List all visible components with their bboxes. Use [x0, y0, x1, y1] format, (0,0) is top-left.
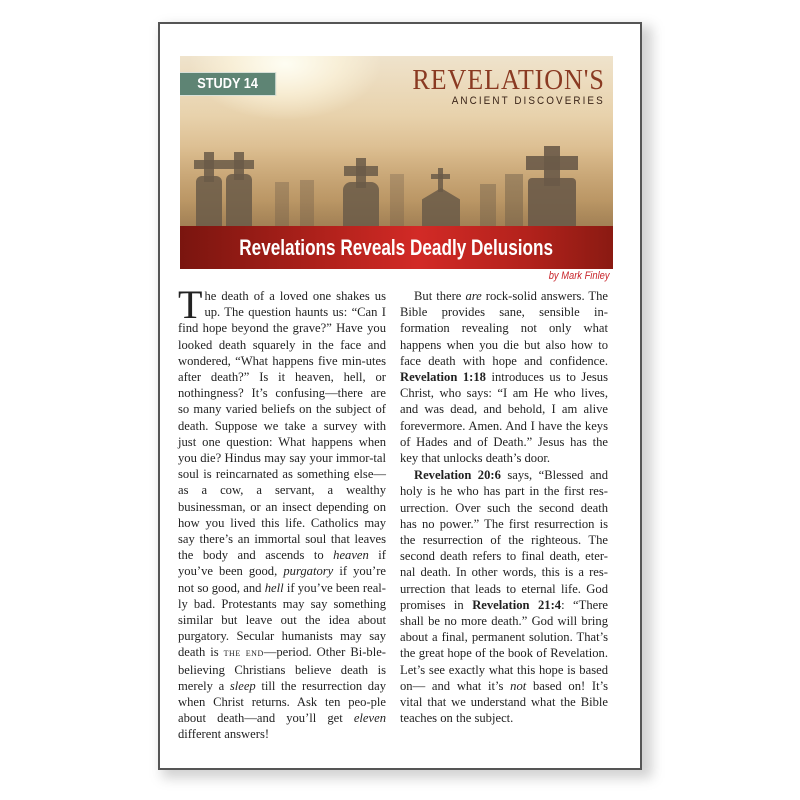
- gravestone-icon: [390, 174, 404, 226]
- emphasis: eleven: [353, 711, 386, 726]
- gravestone-icon: [275, 182, 289, 226]
- text: introduces us to Jesus Christ, who says: “I am He who lives, and was dead, and behold, I am alive forevermore. Amen. And I have the keys of Hades and of Death.” Jesus has the key that unlocks death’s door.: [400, 370, 609, 466]
- small-caps-text: the end: [223, 647, 264, 660]
- document-page: [158, 22, 642, 770]
- text: But there: [414, 289, 466, 303]
- emphasis: purgatory: [283, 564, 334, 579]
- text: if you’re not so good, and: [178, 564, 386, 595]
- text: rock-solid answers. The Bible provides sane, sensible in-formation revealing not only what happens when you die but also how to face death with hope and confidence.: [400, 289, 608, 368]
- emphasis: are: [465, 289, 482, 303]
- drop-cap: T: [178, 282, 203, 327]
- cross-icon: [438, 168, 443, 192]
- gravestone-icon: [226, 174, 252, 226]
- article-column-right: [400, 288, 608, 726]
- paragraph: [400, 467, 608, 726]
- scripture-reference: Revelation 1:18: [400, 370, 486, 385]
- article-column-left: [178, 282, 386, 743]
- study-badge: STUDY 14: [180, 72, 276, 96]
- series-logo: [391, 66, 605, 107]
- cross-icon: [344, 166, 378, 176]
- gravestone-icon: [300, 180, 314, 226]
- cross-icon: [224, 160, 254, 169]
- scripture-reference: Revelation 20:6: [414, 468, 501, 483]
- scripture-reference: Revelation 21:4: [472, 597, 562, 612]
- series-title: REVELATION'S: [412, 64, 605, 96]
- cross-icon: [526, 156, 578, 170]
- article-title: Revelations Reveals Deadly Delusions: [239, 235, 554, 260]
- text: : “There shall be no more death.” God will bring about a final, permanent solution. That’s the great hope of the book of Revelation. Let’s see exactly what this hope is based on— and what it’s: [400, 597, 608, 693]
- text: different answers!: [178, 727, 270, 742]
- emphasis: heaven: [333, 548, 369, 563]
- gravestone-icon: [196, 176, 222, 226]
- byline: by Mark Finley: [549, 270, 610, 282]
- text: says, “Blessed and holy is he who has part in the first res-urrection. Over such the second death has no power.” The first resurrection is the resurrection of the righteous. The second death refers to final death, eter-nal death. In other words, this is a res-urrection that leads to eternal life. God promises in: [400, 468, 609, 612]
- gravestone-icon: [505, 174, 523, 226]
- cemetery-header-image: [180, 56, 613, 226]
- gravestone-icon: [343, 182, 379, 226]
- text: —period. Other Bi-ble-believing Christians believe death is merely a: [178, 645, 386, 693]
- emphasis: hell: [264, 580, 284, 595]
- paragraph: [400, 288, 608, 466]
- paragraph: [178, 282, 386, 743]
- emphasis: sleep: [229, 678, 256, 693]
- series-subtitle: ANCIENT DISCOVERIES: [451, 95, 605, 107]
- cross-icon: [194, 160, 224, 169]
- text: if you’ve been real-ly bad. Protestants may say something similar but leave out the idea about purgatory. Secular humanists may say death is: [178, 580, 386, 660]
- text: based on! It’s vital that we understand what the Bible teaches on the subject.: [400, 678, 609, 726]
- cross-icon: [431, 174, 450, 179]
- article-title-banner: [180, 226, 613, 269]
- emphasis: not: [510, 678, 527, 693]
- text: he death of a loved one shakes us up. The question haunts us: “Can I find hope beyond the grave?” Have you looked death squarely in the face and wondered, “What happens five min-utes after death?” Is it heaven, hell, or nothingness? It’s confusing—there are so many varied beliefs on the subject of death. Suppose we take a survey with just one question: What happens when you die? Hindus may say your immor-tal soul is reincarnated as something else—as a cow, a servant, a wealthy businessman, or an insect depending on how you lived this life. Catholics may say there’s an immortal soul that leaves the body and ascends to: [178, 289, 386, 563]
- text: till the resurrection day when Christ returns. Ask ten peo-ple about death—and you’ll get: [178, 678, 386, 726]
- gravestone-icon: [480, 184, 496, 226]
- text: if you’ve been good,: [178, 548, 386, 579]
